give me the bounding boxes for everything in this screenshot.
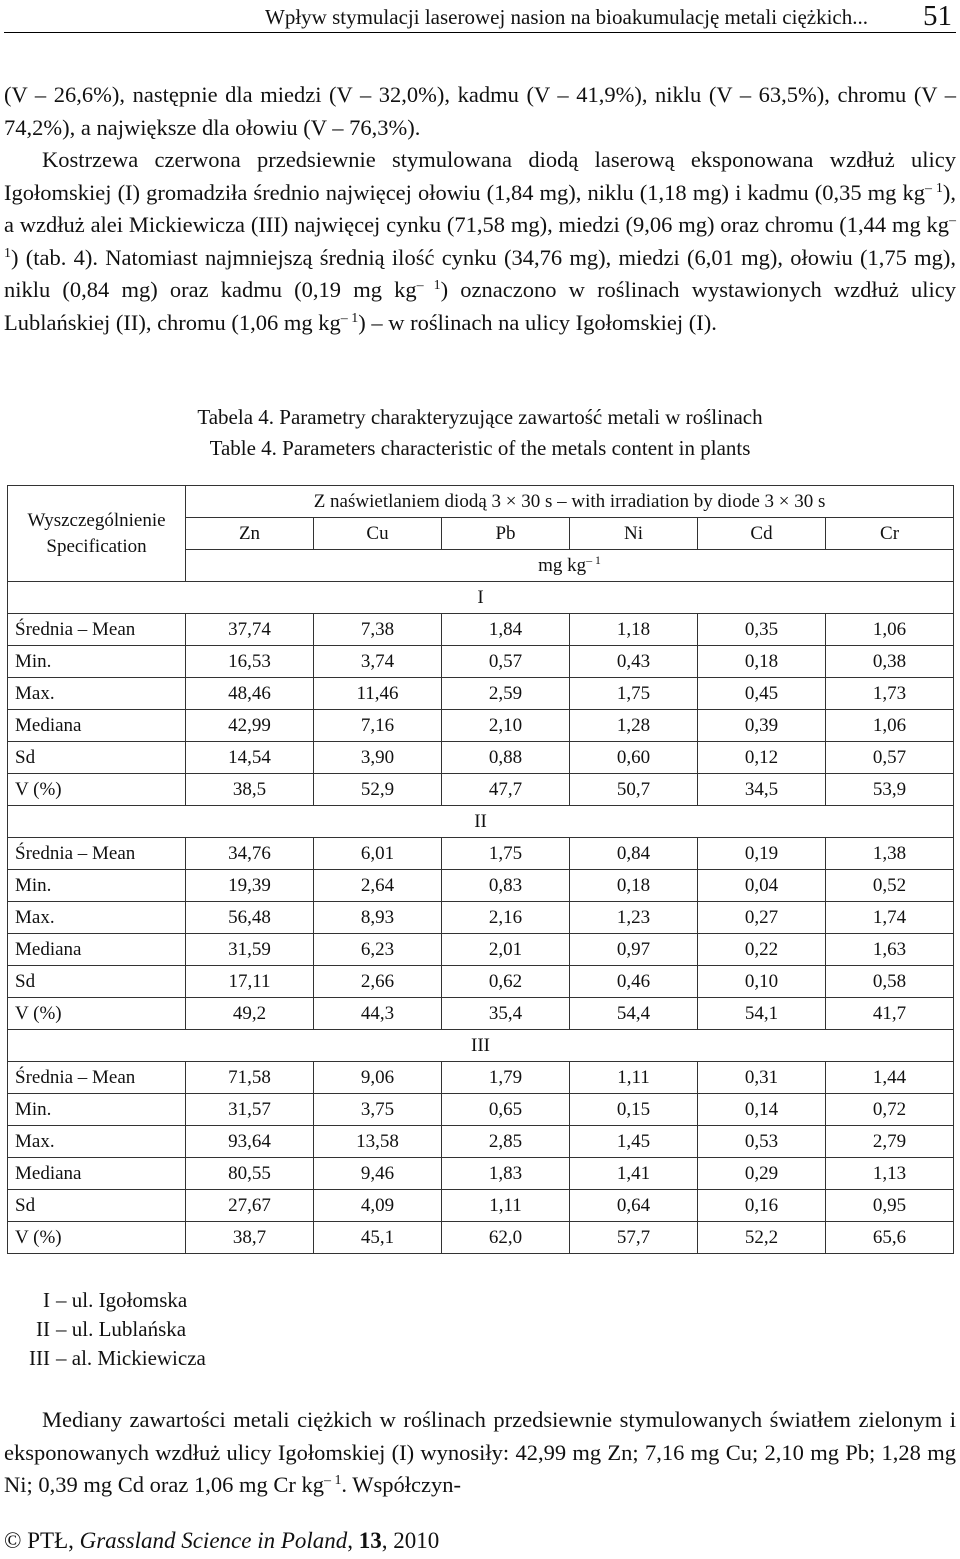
value-cell: 31,59 [186,934,314,966]
value-cell: 45,1 [314,1222,442,1254]
table-body [8,486,954,1254]
value-cell: 1,84 [442,614,570,646]
table-row [8,1126,954,1158]
value-cell: 2,66 [314,966,442,998]
row-label: Max. [8,678,186,710]
table-row [8,1190,954,1222]
page-footer [4,1528,439,1554]
table-row [8,966,954,998]
value-cell: 0,04 [698,870,826,902]
paragraph-2 [4,144,956,339]
row-label: Mediana [8,710,186,742]
value-cell: 1,11 [442,1190,570,1222]
unit-text: mg kg [538,554,587,576]
p2-part-1: Kostrzewa czerwona przedsiewnie stymulowana diodą laserową eksponowana wzdłuż ulicy Igołomskiej (I) gromadziła średnio najwięcej ołowiu (1,84 mg), niklu (1,18 mg) i kadmu (0,35 mg kg [4,147,956,205]
table-row [8,1222,954,1254]
section-label: III [8,1030,954,1062]
paragraph-1 [4,79,956,144]
p3-part-1: Mediany zawartości metali ciężkich w roślinach przedsiewnie stymulowanych światłem zielonym i eksponowanych wzdłuż ulicy Igołomskiej (I) wynosiły: 42,99 mg Zn; 7,16 mg Cu; 2,10 mg Pb; 1,28 mg Ni; 0,39 mg Cd oraz 1,06 mg Cr kg [4,1407,956,1497]
legend-text: – ul. Lublańska [56,1317,187,1341]
table-row [8,742,954,774]
value-cell: 1,83 [442,1158,570,1190]
value-cell: 1,06 [826,710,954,742]
caption-en: Table 4. Parameters characteristic of the metals content in plants [209,436,751,460]
legend-text: – ul. Igołomska [56,1288,188,1312]
irradiation-header: Z naświetlaniem diodą 3 × 30 s – with irradiation by diode 3 × 30 s [186,486,954,518]
p2-exp-3: – 1 [416,278,441,294]
row-label: V (%) [8,774,186,806]
paragraph-3 [4,1404,956,1502]
value-cell: 1,06 [826,614,954,646]
footer-sep: , [347,1528,359,1553]
header-row-group [8,486,954,518]
row-label: Mediana [8,1158,186,1190]
metal-header: Pb [442,518,570,550]
table-legend [10,1286,206,1373]
value-cell: 0,53 [698,1126,826,1158]
value-cell: 0,22 [698,934,826,966]
value-cell: 1,44 [826,1062,954,1094]
value-cell: 2,16 [442,902,570,934]
value-cell: 8,93 [314,902,442,934]
value-cell: 1,41 [570,1158,698,1190]
table-row [8,710,954,742]
row-label: Sd [8,1190,186,1222]
value-cell: 1,38 [826,838,954,870]
value-cell: 0,97 [570,934,698,966]
row-label: V (%) [8,1222,186,1254]
table-row [8,646,954,678]
value-cell: 34,76 [186,838,314,870]
running-header [4,2,956,33]
table-row [8,998,954,1030]
value-cell: 1,74 [826,902,954,934]
value-cell: 0,19 [698,838,826,870]
legend-item [10,1315,206,1344]
value-cell: 1,11 [570,1062,698,1094]
value-cell: 0,57 [442,646,570,678]
row-label: Średnia – Mean [8,614,186,646]
value-cell: 0,95 [826,1190,954,1222]
value-cell: 2,79 [826,1126,954,1158]
value-cell: 0,62 [442,966,570,998]
value-cell: 6,01 [314,838,442,870]
table-row [8,1094,954,1126]
value-cell: 2,59 [442,678,570,710]
value-cell: 1,45 [570,1126,698,1158]
row-label: Sd [8,742,186,774]
value-cell: 16,53 [186,646,314,678]
p2-part-3: ) (tab. 4). Natomiast najmniejszą średnią ilość cynku (34,76 mg), miedzi (6,01 mg), ołowiu (1,75 mg), niklu (0,84 mg) oraz kadmu (0,19 mg kg [4,244,956,302]
legend-item [10,1286,206,1315]
p3-part-2: . Współczyn- [341,1472,461,1497]
value-cell: 4,09 [314,1190,442,1222]
table-caption [0,402,960,464]
row-label: Min. [8,870,186,902]
paragraph-3-text [4,1404,956,1502]
section-label: I [8,582,954,614]
value-cell: 3,74 [314,646,442,678]
value-cell: 0,43 [570,646,698,678]
legend-code: III [29,1346,50,1370]
section-row [8,582,954,614]
value-cell: 0,84 [570,838,698,870]
value-cell: 1,23 [570,902,698,934]
value-cell: 1,75 [442,838,570,870]
value-cell: 9,06 [314,1062,442,1094]
table-row [8,614,954,646]
value-cell: 53,9 [826,774,954,806]
value-cell: 0,27 [698,902,826,934]
value-cell: 9,46 [314,1158,442,1190]
p2-part-2: ), a wzdłuż alei Mickiewicza (III) najwięcej cynku (71,58 mg), miedzi (9,06 mg) oraz chromu (1,44 mg kg [4,179,956,237]
value-cell: 0,72 [826,1094,954,1126]
value-cell: 2,85 [442,1126,570,1158]
value-cell: 0,31 [698,1062,826,1094]
legend-text: – al. Mickiewicza [56,1346,206,1370]
table-row [8,1062,954,1094]
table-row [8,870,954,902]
metal-header: Cd [698,518,826,550]
page-number: 51 [923,0,952,32]
value-cell: 0,35 [698,614,826,646]
section-row [8,1030,954,1062]
value-cell: 34,5 [698,774,826,806]
caption-pl: Tabela 4. Parametry charakteryzujące zawartość metali w roślinach [197,405,763,429]
metal-header: Ni [570,518,698,550]
unit-exp: – 1 [586,554,601,568]
metal-header: Cu [314,518,442,550]
p3-exp-1: – 1 [323,1473,342,1489]
value-cell: 11,46 [314,678,442,710]
p2-exp-2: – 1 [4,213,956,261]
row-label: Min. [8,646,186,678]
value-cell: 52,2 [698,1222,826,1254]
value-cell: 54,1 [698,998,826,1030]
value-cell: 0,58 [826,966,954,998]
value-cell: 50,7 [570,774,698,806]
value-cell: 57,7 [570,1222,698,1254]
legend-item [10,1344,206,1373]
value-cell: 1,79 [442,1062,570,1094]
copyright: © PTŁ, [4,1528,80,1553]
journal-name: Grassland Science in Poland [79,1528,348,1553]
value-cell: 14,54 [186,742,314,774]
value-cell: 1,63 [826,934,954,966]
value-cell: 42,99 [186,710,314,742]
p2-part-5: ) – w roślinach na ulicy Igołomskiej (I). [358,309,717,335]
value-cell: 19,39 [186,870,314,902]
value-cell: 54,4 [570,998,698,1030]
journal-volume: 13 [358,1528,382,1553]
row-label: Sd [8,966,186,998]
value-cell: 35,4 [442,998,570,1030]
value-cell: 1,75 [570,678,698,710]
section-label: II [8,806,954,838]
value-cell: 0,88 [442,742,570,774]
specification-header [8,486,186,582]
value-cell: 31,57 [186,1094,314,1126]
value-cell: 0,18 [570,870,698,902]
value-cell: 0,14 [698,1094,826,1126]
paragraph-2-text [4,144,956,339]
value-cell: 0,15 [570,1094,698,1126]
value-cell: 0,39 [698,710,826,742]
value-cell: 62,0 [442,1222,570,1254]
p2-part-4: ) oznaczono w roślinach wystawionych wzdłuż ulicy Lublańskiej (II), chromu (1,06 mg kg [4,277,956,335]
unit-header [186,550,954,582]
paragraph-1-text: (V – 26,6%), następnie dla miedzi (V – 32,0%), kadmu (V – 41,9%), niklu (V – 63,5%), chromu (V – 74,2%), a największe dla ołowiu (V – 76,3%). [4,82,956,140]
legend-code: I [43,1288,50,1312]
table-row [8,934,954,966]
value-cell: 13,58 [314,1126,442,1158]
value-cell: 1,28 [570,710,698,742]
value-cell: 0,18 [698,646,826,678]
table-row [8,902,954,934]
value-cell: 3,90 [314,742,442,774]
value-cell: 38,5 [186,774,314,806]
metals-table [7,485,954,1254]
table-row [8,678,954,710]
value-cell: 2,01 [442,934,570,966]
value-cell: 0,57 [826,742,954,774]
section-row [8,806,954,838]
value-cell: 47,7 [442,774,570,806]
p2-exp-4: – 1 [340,310,359,326]
value-cell: 17,11 [186,966,314,998]
running-title: Wpływ stymulacji laserowej nasion na bioakumulację metali ciężkich... [265,5,868,29]
row-label: Max. [8,1126,186,1158]
value-cell: 0,10 [698,966,826,998]
value-cell: 0,83 [442,870,570,902]
spec-pl: Wyszczególnienie [27,509,166,531]
value-cell: 93,64 [186,1126,314,1158]
row-label: Mediana [8,934,186,966]
value-cell: 49,2 [186,998,314,1030]
value-cell: 0,60 [570,742,698,774]
value-cell: 41,7 [826,998,954,1030]
value-cell: 0,12 [698,742,826,774]
value-cell: 27,67 [186,1190,314,1222]
table-row [8,1158,954,1190]
value-cell: 0,64 [570,1190,698,1222]
value-cell: 52,9 [314,774,442,806]
table-row [8,838,954,870]
value-cell: 7,16 [314,710,442,742]
value-cell: 1,73 [826,678,954,710]
value-cell: 37,74 [186,614,314,646]
value-cell: 1,18 [570,614,698,646]
row-label: Średnia – Mean [8,838,186,870]
value-cell: 0,45 [698,678,826,710]
value-cell: 0,52 [826,870,954,902]
value-cell: 2,64 [314,870,442,902]
spec-en: Specification [46,535,147,557]
value-cell: 0,46 [570,966,698,998]
value-cell: 7,38 [314,614,442,646]
value-cell: 0,29 [698,1158,826,1190]
table-row [8,774,954,806]
value-cell: 44,3 [314,998,442,1030]
row-label: V (%) [8,998,186,1030]
value-cell: 80,55 [186,1158,314,1190]
value-cell: 71,58 [186,1062,314,1094]
legend-code: II [36,1317,50,1341]
row-label: Max. [8,902,186,934]
value-cell: 0,65 [442,1094,570,1126]
value-cell: 48,46 [186,678,314,710]
metal-header: Zn [186,518,314,550]
value-cell: 3,75 [314,1094,442,1126]
row-label: Min. [8,1094,186,1126]
value-cell: 2,10 [442,710,570,742]
value-cell: 56,48 [186,902,314,934]
p2-exp-1: – 1 [925,180,943,196]
metal-header: Cr [826,518,954,550]
value-cell: 65,6 [826,1222,954,1254]
journal-year: , 2010 [381,1528,440,1553]
value-cell: 6,23 [314,934,442,966]
value-cell: 38,7 [186,1222,314,1254]
value-cell: 0,16 [698,1190,826,1222]
value-cell: 0,38 [826,646,954,678]
value-cell: 1,13 [826,1158,954,1190]
row-label: Średnia – Mean [8,1062,186,1094]
